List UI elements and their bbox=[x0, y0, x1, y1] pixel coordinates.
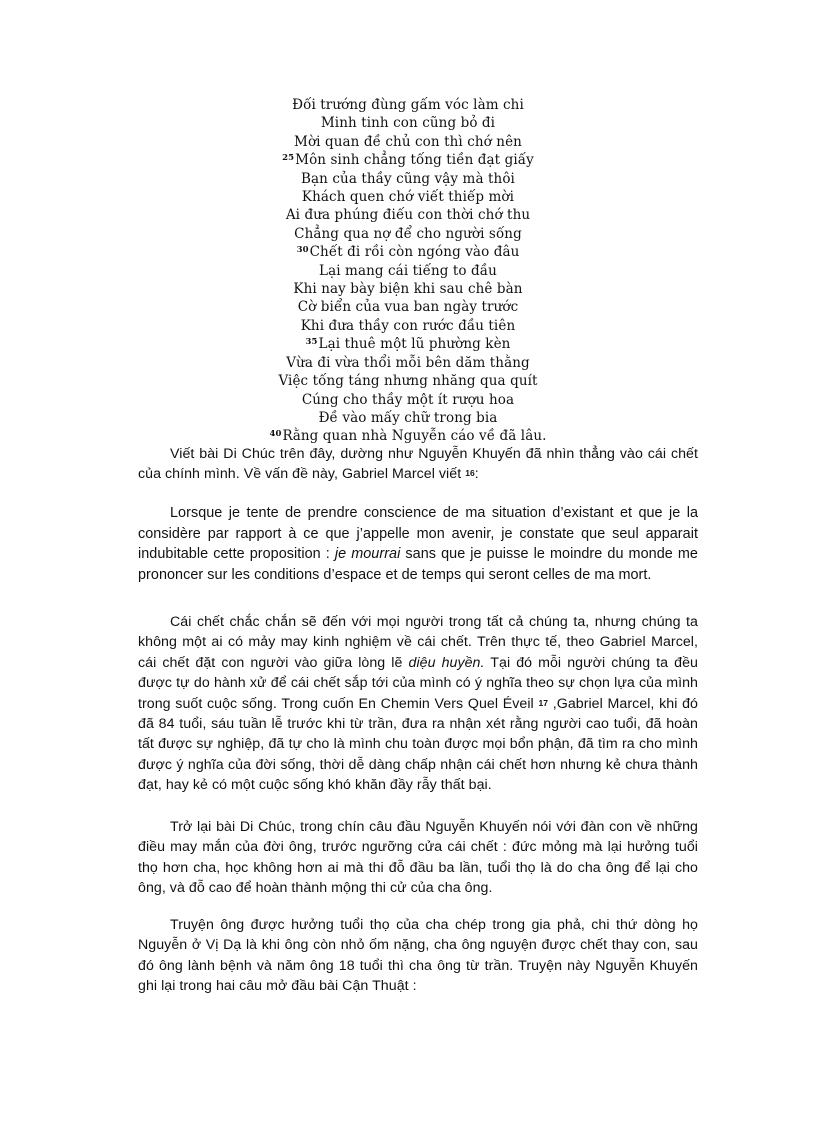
poem-line bbox=[180, 133, 636, 151]
poem-line bbox=[180, 243, 636, 261]
line-text: Khi đưa thầy con rước đầu tiên bbox=[300, 317, 516, 334]
footnote-ref[interactable]: 16 bbox=[465, 468, 475, 479]
line-text: Lại mang cái tiếng to đầu bbox=[319, 262, 497, 279]
intro-colon: : bbox=[474, 466, 479, 483]
death-text-end: ,Gabriel Marcel, khi đó đã 84 tuổi, sáu tuần lễ trước khi từ trần, đưa ra nhận xét rằng người cao tuổi, đã hoàn tất được sự nghiệp, đã tự cho là mình chu toàn được mọi bổn phận, đã tìm ra cho mình được ý nghĩa của đời sống, thời dễ dàng chấp nhận cái chết hơn nhưng kẻ chưa thành đạt, hay kẻ có một cuộc sống khó khăn đầy rẫy thất bại. bbox=[138, 695, 698, 794]
quote-emphasis: je mourrai bbox=[334, 546, 401, 563]
poem-line bbox=[180, 427, 636, 445]
death-paragraph bbox=[138, 612, 698, 796]
death-emphasis: diệu huyền. bbox=[408, 654, 485, 671]
poem-line bbox=[180, 391, 636, 409]
paragraph-body bbox=[138, 612, 698, 796]
poem-line bbox=[180, 170, 636, 188]
line-text: Môn sinh chẳng tống tiền đạt giấy bbox=[295, 152, 534, 169]
intro-paragraph bbox=[138, 444, 698, 485]
line-text: Việc tống táng nhưng nhăng qua quít bbox=[278, 373, 538, 390]
line-text: Đề vào mấy chữ trong bia bbox=[318, 409, 498, 426]
line-text: Lại thuê một lũ phường kèn bbox=[318, 336, 511, 353]
french-quote-paragraph bbox=[138, 503, 698, 585]
paragraph-body bbox=[138, 503, 698, 585]
line-text: Vừa đi vừa thổi mỗi bên dăm thằng bbox=[286, 354, 530, 371]
poem-line bbox=[180, 409, 636, 427]
legend-paragraph bbox=[138, 915, 698, 997]
poem-line bbox=[180, 151, 636, 169]
line-text: Chẳng qua nợ để cho người sống bbox=[294, 225, 522, 242]
poem-line bbox=[180, 335, 636, 353]
paragraph-body: Trở lại bài Di Chúc, trong chín câu đầu Nguyễn Khuyến nói với đàn con về những điều may mắn của đời ông, trước ngưỡng cửa cái chết : đức mỏng mà lại hưởng tuổi thọ hơn cha, học không hơn ai mà thi đỗ đầu ba lần, tuổi thọ là do cha ông để lại cho ông, và đỗ cao để hoàn thành mộng thi cử của cha ông. bbox=[138, 819, 698, 897]
line-number: 35 bbox=[305, 337, 318, 348]
line-text: Mời quan đề chủ con thì chớ nên bbox=[294, 133, 522, 150]
death-text: Cái chết chắc chắn sẽ đến với mọi người trong tất cả chúng ta, nhưng chúng ta không một ai có mảy may kinh nghiệm về cái chết. Trên thực tế, theo Gabriel Marcel, cái chết đặt con người vào giữa lòng lẽ bbox=[138, 614, 698, 671]
poem-line bbox=[180, 372, 636, 390]
footnote-ref[interactable]: 17 bbox=[538, 697, 549, 708]
line-text: Cờ biển của vua ban ngày trước bbox=[297, 299, 519, 316]
paragraph-body bbox=[138, 444, 698, 485]
return-paragraph bbox=[138, 817, 698, 899]
line-number: 25 bbox=[282, 153, 295, 164]
poem-line bbox=[180, 298, 636, 316]
quote-text-end: sans que je puisse le moindre du monde me prononcer sur les conditions d’espace et de temps qui seront celles de ma mort. bbox=[138, 546, 698, 583]
poem-block bbox=[180, 96, 636, 446]
line-number: 40 bbox=[269, 429, 282, 440]
quote-text: Lorsque je tente de prendre conscience de ma situation d’existant et que je la considère par rapport à ce que j’appelle mon avenir, je constate que seul apparait indubitable cette proposition : bbox=[138, 505, 698, 563]
poem-line bbox=[180, 206, 636, 224]
line-text: Rằng quan nhà Nguyễn cáo về đã lâu. bbox=[282, 428, 547, 445]
poem-line bbox=[180, 280, 636, 298]
line-text: Khi nay bày biện khi sau chê bàn bbox=[293, 281, 523, 298]
poem-line bbox=[180, 262, 636, 280]
poem-line bbox=[180, 114, 636, 132]
line-text: Minh tinh con cũng bỏ đi bbox=[320, 115, 496, 132]
poem-line bbox=[180, 317, 636, 335]
line-text: Ai đưa phúng điếu con thời chớ thu bbox=[285, 207, 531, 224]
paragraph-body: Truyện ông được hưởng tuổi thọ của cha chép trong gia phả, chi thứ dòng họ Nguyễn ở Vị Dạ là khi ông còn nhỏ ốm nặng, cha ông nguyện được chết thay con, sau đó ông lành bệnh và năm ông 18 tuổi thì cha ông từ trần. Truyện này Nguyễn Khuyến ghi lại trong hai câu mở đầu bài Cận Thuật : bbox=[138, 917, 698, 995]
line-text: Chết đi rồi còn ngóng vào đâu bbox=[309, 244, 520, 261]
poem-line bbox=[180, 96, 636, 114]
line-text: Khách quen chớ viết thiếp mời bbox=[301, 189, 515, 206]
line-text: Đối trướng đùng gấm vóc làm chi bbox=[292, 97, 524, 113]
line-number: 30 bbox=[296, 245, 309, 256]
death-text-middle: Tại đó mỗi người chúng ta đều được tự do hành xử để cái chết sắp tới của mình có ý nghĩa theo sự chọn lựa của mình trong suốt cuộc sống. Trong cuốn En Chemin Vers Quel Éveil bbox=[138, 654, 698, 712]
line-text: Cúng cho thầy một ít rượu hoa bbox=[301, 391, 515, 408]
line-text: Bạn của thầy cũng vậy mà thôi bbox=[301, 170, 515, 187]
poem-line bbox=[180, 354, 636, 372]
intro-text: Viết bài Di Chúc trên đây, dường như Nguyễn Khuyến đã nhìn thẳng vào cái chết của chính mình. Về vấn đề này, Gabriel Marcel viết bbox=[138, 446, 698, 483]
poem-line bbox=[180, 188, 636, 206]
poem-line bbox=[180, 225, 636, 243]
